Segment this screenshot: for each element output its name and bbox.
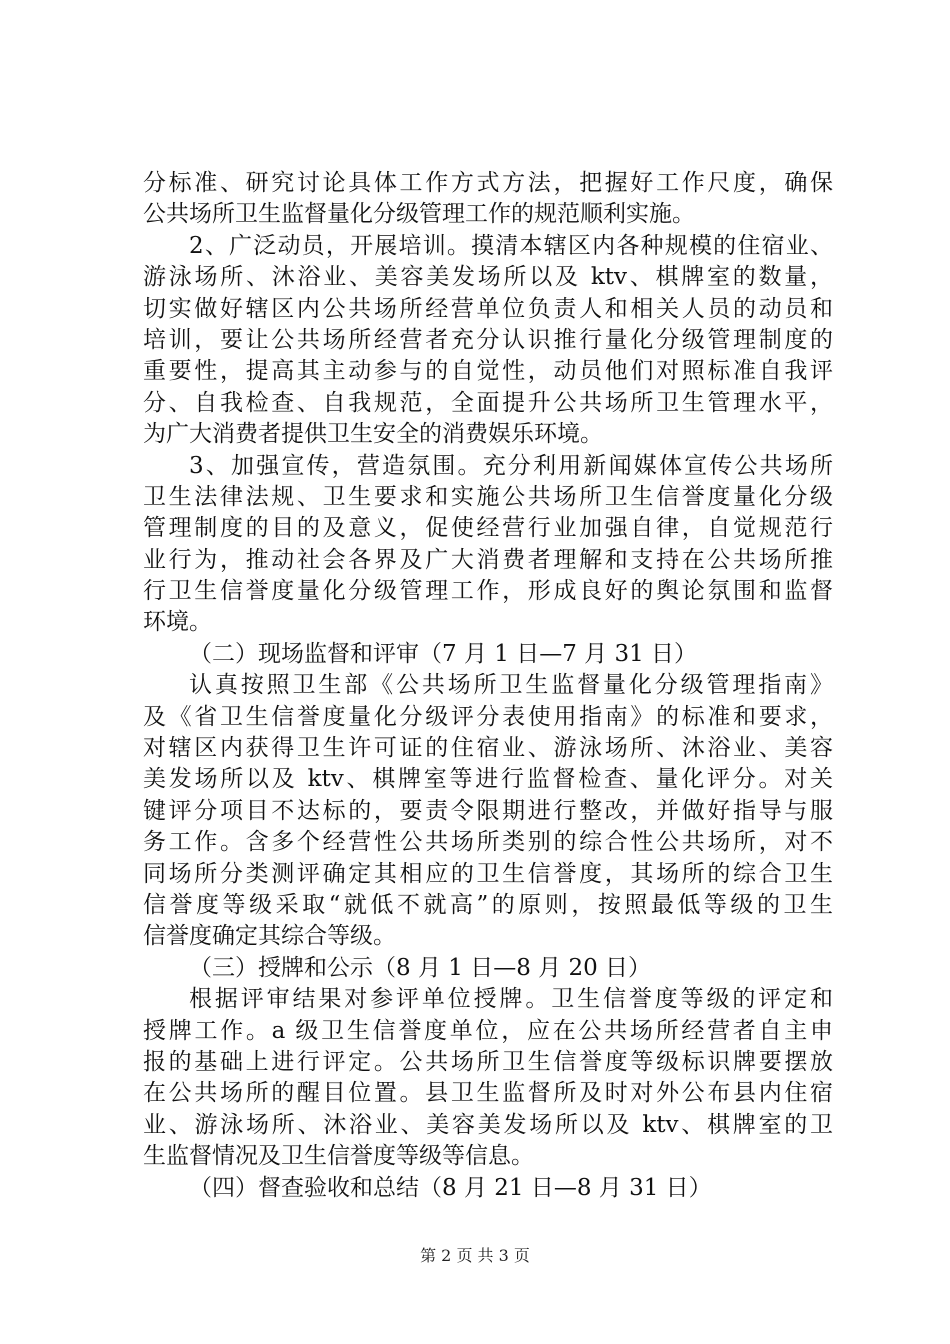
text-line: 管理制度的目的及意义，促使经营行业加强自律，自觉规范行 bbox=[143, 515, 833, 542]
text-line: 业行为，推动社会各界及广大消费者理解和支持在公共场所推 bbox=[143, 546, 833, 573]
page-number-footer: 第 2 页 共 3 页 bbox=[420, 1246, 530, 1265]
text-line: 根据评审结果对参评单位授牌。卫生信誉度等级的评定和 bbox=[189, 986, 833, 1013]
text-line: 及《省卫生信誉度量化分级评分表使用指南》的标准和要求， bbox=[143, 703, 833, 730]
text-line: 信誉度等级采取“就低不就高”的原则，按照最低等级的卫生 bbox=[143, 891, 833, 918]
text-line: 生监督情况及卫生信誉度等级等信息。 bbox=[143, 1143, 534, 1170]
text-line: 行卫生信誉度量化分级管理工作，形成良好的舆论氛围和监督 bbox=[143, 578, 833, 605]
document-body bbox=[143, 168, 833, 1204]
text-line: 同场所分类测评确定其相应的卫生信誉度，其场所的综合卫生 bbox=[143, 860, 833, 887]
text-line: 务工作。含多个经营性公共场所类别的综合性公共场所，对不 bbox=[143, 829, 833, 856]
text-line: 授牌工作。a 级卫生信誉度单位，应在公共场所经营者自主申 bbox=[143, 1017, 833, 1044]
text-line: 在公共场所的醒目位置。县卫生监督所及时对外公布县内住宿 bbox=[143, 1080, 833, 1107]
text-line: 认真按照卫生部《公共场所卫生监督量化分级管理指南》 bbox=[189, 672, 833, 699]
text-line: 为广大消费者提供卫生安全的消费娱乐环境。 bbox=[143, 421, 603, 448]
text-line: 报的基础上进行评定。公共场所卫生信誉度等级标识牌要摆放 bbox=[143, 1048, 833, 1075]
text-line: 卫生法律法规、卫生要求和实施公共场所卫生信誉度量化分级 bbox=[143, 483, 833, 510]
text-line: 分、自我检查、自我规范，全面提升公共场所卫生管理水平， bbox=[143, 389, 833, 416]
text-line: 切实做好辖区内公共场所经营单位负责人和相关人员的动员和 bbox=[143, 295, 833, 322]
text-line: 信誉度确定其综合等级。 bbox=[143, 923, 396, 950]
paragraph-heading-line: 3、加强宣传，营造氛围。充分利用新闻媒体宣传公共场所 bbox=[189, 452, 833, 479]
text-line: 公共场所卫生监督量化分级管理工作的规范顺利实施。 bbox=[143, 201, 695, 228]
text-line: 培训，要让公共场所经营者充分认识推行量化分级管理制度的 bbox=[143, 326, 833, 353]
text-line: 美发场所以及 ktv、棋牌室等进行监督检查、量化评分。对关 bbox=[143, 766, 833, 793]
text-line: 分标准、研究讨论具体工作方式方法，把握好工作尺度，确保 bbox=[143, 170, 833, 196]
text-line: 环境。 bbox=[143, 609, 212, 636]
text-line: 业、游泳场所、沐浴业、美容美发场所以及 ktv、棋牌室的卫 bbox=[143, 1111, 833, 1138]
section-heading: （四）督查验收和总结（8 月 21 日—8 月 31 日） bbox=[189, 1174, 712, 1201]
text-line: 对辖区内获得卫生许可证的住宿业、游泳场所、沐浴业、美容 bbox=[143, 735, 833, 762]
section-heading: （三）授牌和公示（8 月 1 日—8 月 20 日） bbox=[189, 954, 652, 981]
paragraph-heading-line: 2、广泛动员，开展培训。摸清本辖区内各种规模的住宿业、 bbox=[189, 232, 833, 259]
text-line: 游泳场所、沐浴业、美容美发场所以及 ktv、棋牌室的数量， bbox=[143, 264, 833, 291]
text-line: 键评分项目不达标的，要责令限期进行整改，并做好指导与服 bbox=[143, 797, 833, 824]
section-heading: （二）现场监督和评审（7 月 1 日—7 月 31 日） bbox=[189, 640, 698, 667]
text-line: 重要性，提高其主动参与的自觉性，动员他们对照标准自我评 bbox=[143, 358, 833, 385]
